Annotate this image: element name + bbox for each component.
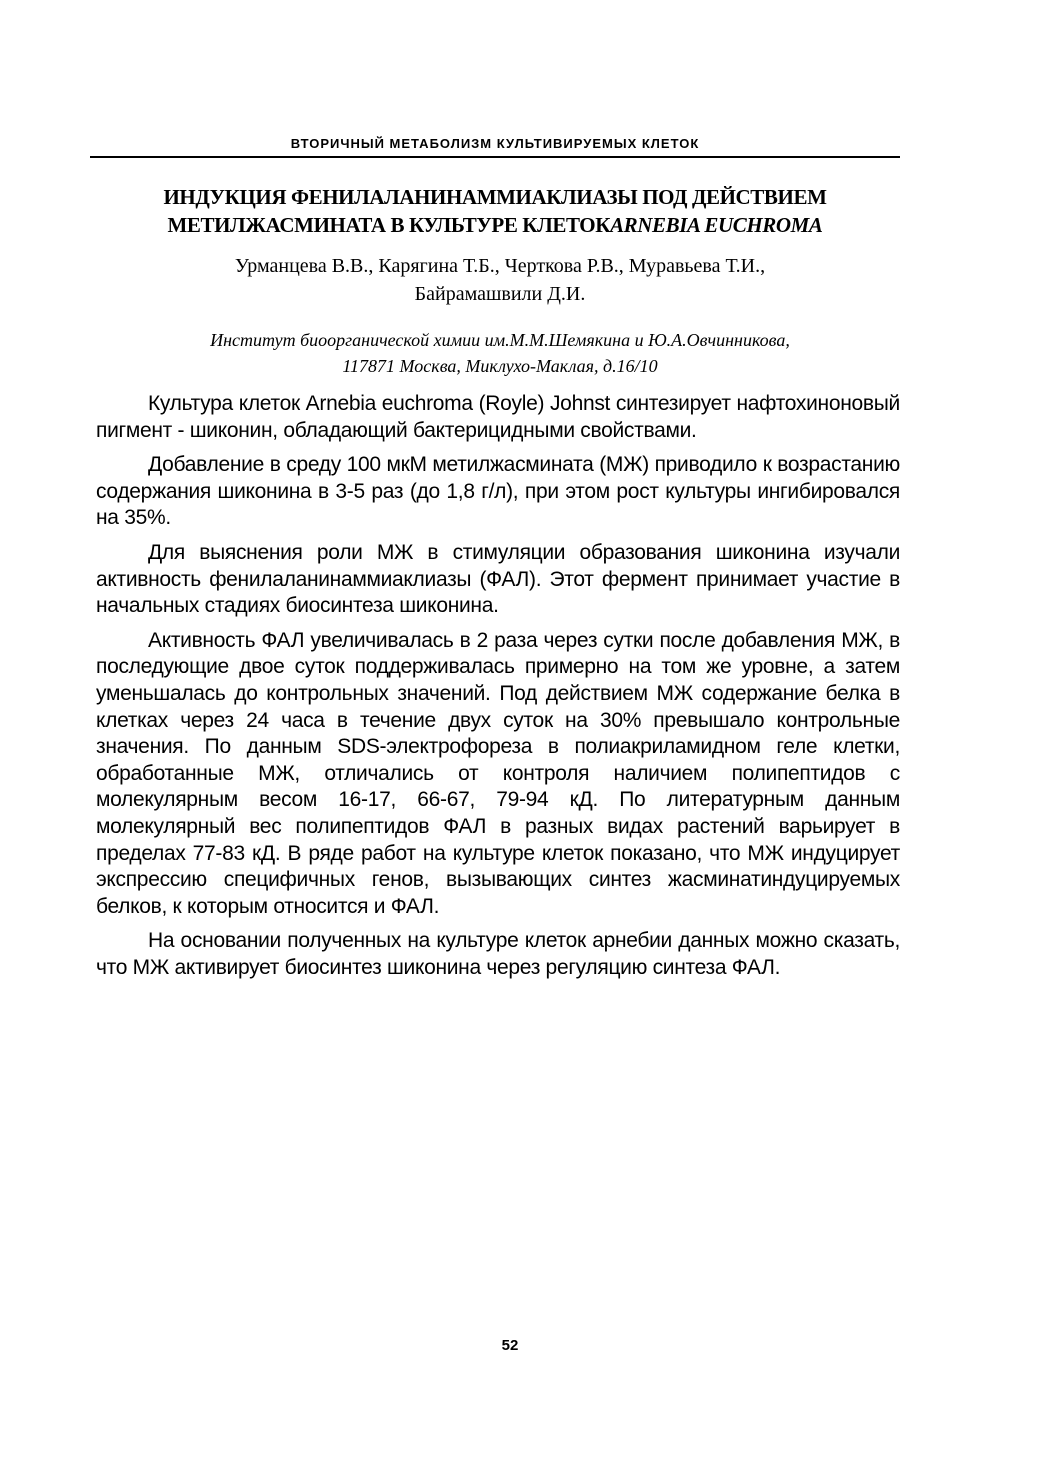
running-head: ВТОРИЧНЫЙ МЕТАБОЛИЗМ КУЛЬТИВИРУЕМЫХ КЛЕТОК — [290, 136, 700, 151]
affiliation — [100, 327, 900, 379]
article-title — [95, 183, 895, 239]
affiliation-line: Институт биоорганической химии им.М.М.Шемякина и Ю.А.Овчинникова, — [210, 330, 790, 350]
header-rule — [90, 156, 900, 158]
authors-line: Байрамашвили Д.И. — [414, 283, 586, 305]
authors-line: Урманцева В.В., Карягина Т.Б., Черткова Р.В., Муравьева Т.И., — [234, 255, 766, 277]
abstract-body — [96, 391, 900, 989]
paragraph: Культура клеток Arnebia euchroma (Royle) Johnst синтезирует нафтохиноновый пигмент - шиконин, обладающий бактерицидными свойствами. — [96, 392, 900, 442]
paragraph: На основании полученных на культуре клеток арнебии данных можно сказать, что МЖ активирует биосинтез шиконина через регуляцию синтеза ФАЛ. — [96, 929, 900, 979]
paragraph: Для выяснения роли МЖ в стимуляции образования шиконина изучали активность фенилаланинаммиаклиазы (ФАЛ). Этот фермент принимает участие в начальных стадиях биосинтеза шиконина. — [96, 540, 900, 618]
authors — [110, 252, 890, 308]
title-main: ИНДУКЦИЯ ФЕНИЛАЛАНИНАММИАКЛИАЗЫ ПОД ДЕЙСТВИЕМ МЕТИЛЖАСМИНАТА В КУЛЬТУРЕ КЛЕТОК — [163, 185, 827, 237]
paragraph: Активность ФАЛ увеличивалась в 2 раза через сутки после добавления МЖ, в последующие двое суток поддерживалась примерно на том же уровне, а затем уменьшалась до контрольных значений. Под действием МЖ содержание белка в клетках через 24 часа в течение двух суток на 30% превышало контрольные значения. По данным SDS-электрофореза в полиакриламидном геле клетки, обработанные МЖ, отличались от контроля наличием полипептидов с молекулярным весом 16-17, 66-67, 79-94 кД. По литературным данным молекулярный вес полипептидов ФАЛ в разных видах растений варьирует в пределах 77-83 кД. В ряде работ на культуре клеток показано, что МЖ индуцирует экспрессию специфичных генов, вызывающих синтез жасминатиндуцируемых белков, к которым относится и ФАЛ. — [96, 628, 900, 918]
title-species: ARNEBIA EUCHROMA — [610, 213, 823, 237]
paragraph: Добавление в среду 100 мкМ метилжасмината (МЖ) приводило к возрастанию содержания шиконина в 3-5 раз (до 1,8 г/л), при этом рост культуры ингибировался на 35%. — [96, 453, 900, 530]
page-number: 52 — [501, 1337, 519, 1354]
affiliation-line: 117871 Москва, Миклухо-Маклая, д.16/10 — [342, 356, 658, 376]
